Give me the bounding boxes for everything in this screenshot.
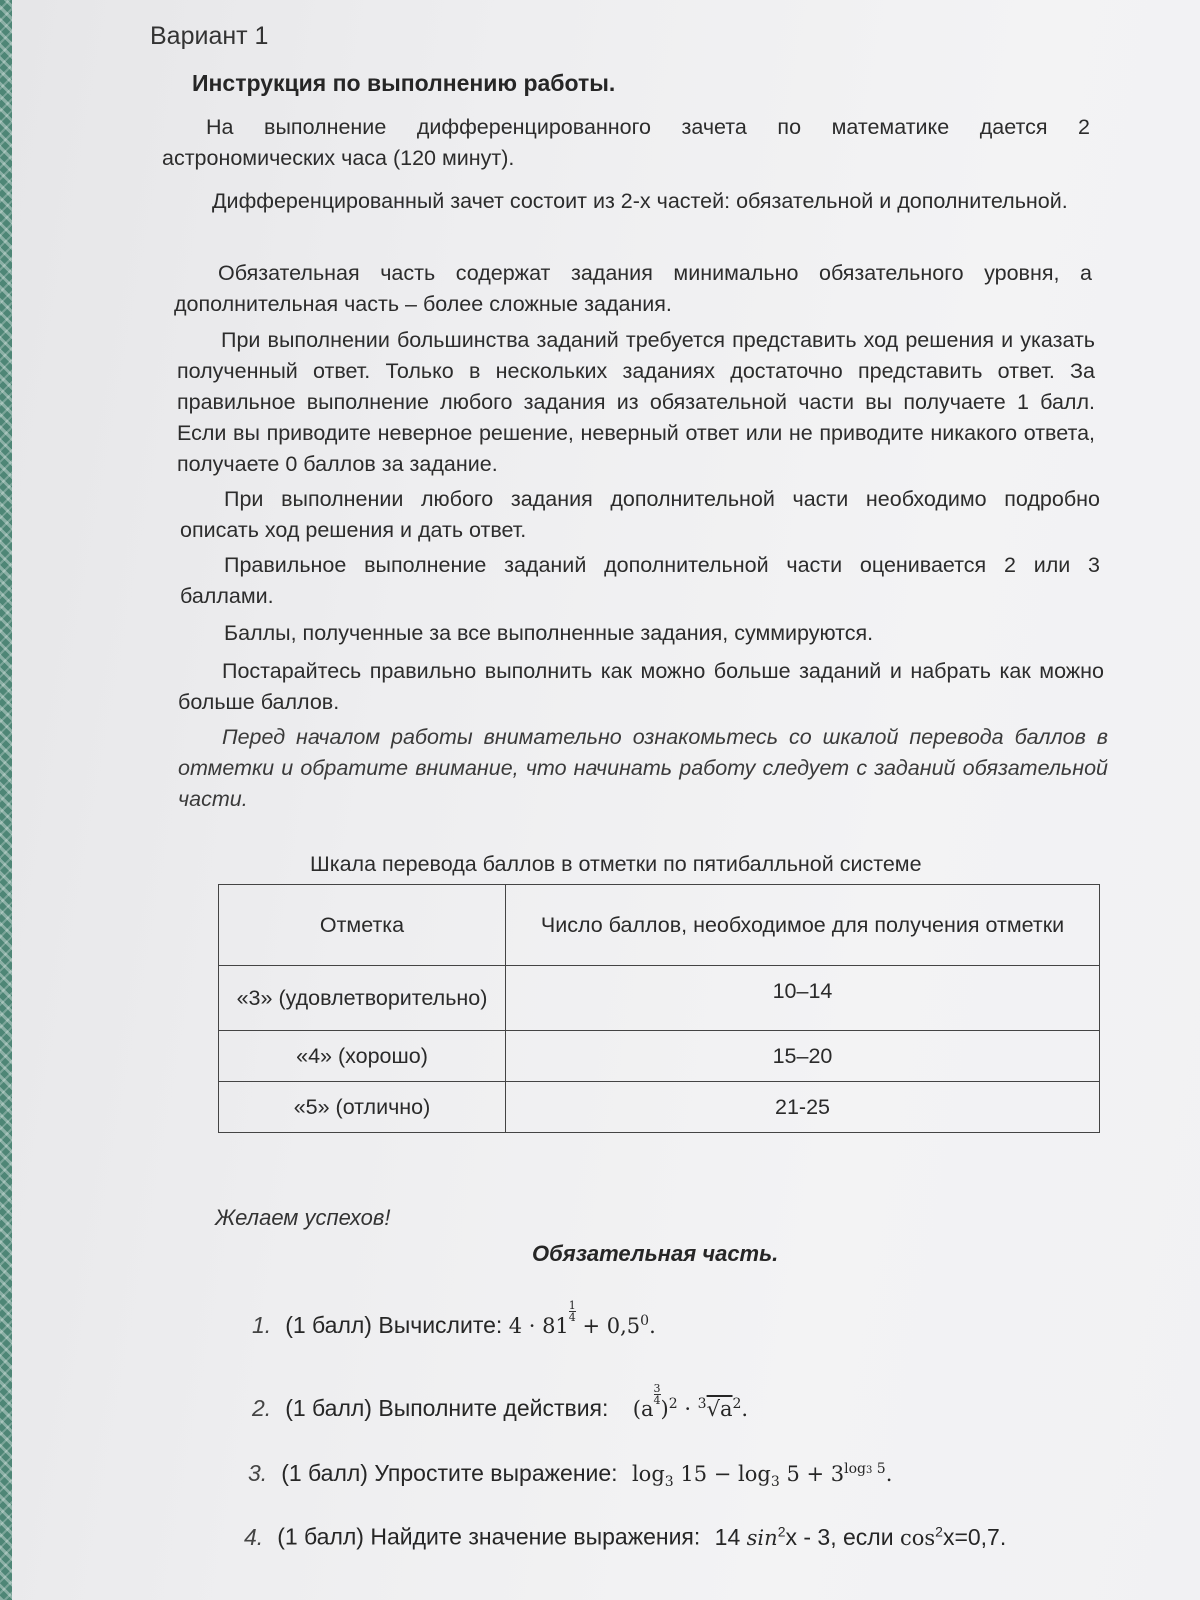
points-cell: 15–20 xyxy=(506,1031,1100,1082)
instructions-heading: Инструкция по выполнению работы. xyxy=(192,70,616,96)
formula-4: 14 $\sin^2x - 3$, если $\cos^2x=0,7$. xyxy=(714,1523,1007,1550)
mark-cell: «3» (удовлетворительно) xyxy=(219,966,506,1031)
variant-label: Вариант 1 xyxy=(150,22,269,50)
formula-2: (a $\frac{3}{4}$ )$^2 \cdot ^3√a^2$. xyxy=(632,1382,749,1421)
task-3 xyxy=(248,1460,892,1490)
points-cell: 10–14 xyxy=(506,966,1100,1031)
header-points: Число баллов, необходимое для получения отметки xyxy=(506,885,1100,966)
task-number: 1. xyxy=(252,1312,272,1338)
good-luck-text: Желаем успехов! xyxy=(215,1205,391,1230)
paragraph-advice: Постарайтесь правильно выполнить как можно больше заданий и набрать как можно больше баллов. xyxy=(178,659,1104,714)
task-label: (1 балл) Выполните действия: xyxy=(285,1395,609,1421)
task-label: (1 балл) Упростите выражение: xyxy=(281,1460,618,1486)
paragraph-parts: Дифференцированный зачет состоит из 2-х частей: обязательной и дополнительной. xyxy=(212,189,1068,213)
task-2 xyxy=(252,1383,748,1422)
paragraph-scoring: При выполнении большинства заданий требуется представить ход решения и указать полученный ответ. Только в нескольких заданиях достаточно представить ответ. За правильное выполнение любого задания из обязательной части вы получаете 1 балл. Если вы приводите неверное решение, неверный ответ или не приводите никакого ответа, получаете 0 баллов за задание. xyxy=(177,328,1095,476)
table-header-row xyxy=(219,885,1100,966)
task-label: (1 балл) Найдите значение выражения: xyxy=(277,1523,701,1550)
paragraph-additional-score: Правильное выполнение заданий дополнительной части оценивается 2 или 3 баллами. xyxy=(180,553,1100,608)
task-label: (1 балл) Вычислите: xyxy=(285,1312,503,1338)
table-row xyxy=(219,1082,1100,1133)
task-number: 4. xyxy=(244,1523,264,1550)
paragraph-levels: Обязательная часть содержат задания минимально обязательного уровня, а дополнительная часть – более сложные задания. xyxy=(174,261,1092,316)
header-mark: Отметка xyxy=(219,885,506,966)
task-number: 3. xyxy=(248,1460,268,1486)
paragraph-additional: При выполнении любого задания дополнительной части необходимо подробно описать ход решения и дать ответ. xyxy=(180,487,1100,542)
paragraph-sum: Баллы, полученные за все выполненные задания, суммируются. xyxy=(224,621,874,645)
formula-1: 4 · 81 $\frac{1}{4}$ + $0,5^0$. xyxy=(508,1299,656,1338)
grade-scale-table xyxy=(218,884,1100,1133)
task-4 xyxy=(244,1523,1006,1551)
mandatory-part-title: Обязательная часть. xyxy=(532,1241,779,1266)
task-number: 2. xyxy=(252,1395,272,1421)
paragraph-time: На выполнение дифференцированного зачета по математике дается 2 астрономических часа (120 минут). xyxy=(162,115,1090,170)
paragraph-italic-note: Перед началом работы внимательно ознакомьтесь со шкалой перевода баллов в отметки и обратите внимание, что начинать работу следует с заданий обязательной части. xyxy=(178,725,1108,811)
table-row xyxy=(219,1031,1100,1082)
formula-3: $\log_3 15 - \log_3 5 + 3^{log3 5}$. xyxy=(631,1461,893,1491)
mark-cell: «5» (отлично) xyxy=(219,1082,506,1133)
mark-cell: «4» (хорошо) xyxy=(219,1031,506,1082)
paper-sheet xyxy=(12,0,1200,1600)
points-cell: 21-25 xyxy=(506,1082,1100,1133)
table-row xyxy=(219,966,1100,1031)
table-caption: Шкала перевода баллов в отметки по пятибалльной системе xyxy=(310,852,922,876)
task-1 xyxy=(252,1300,656,1339)
